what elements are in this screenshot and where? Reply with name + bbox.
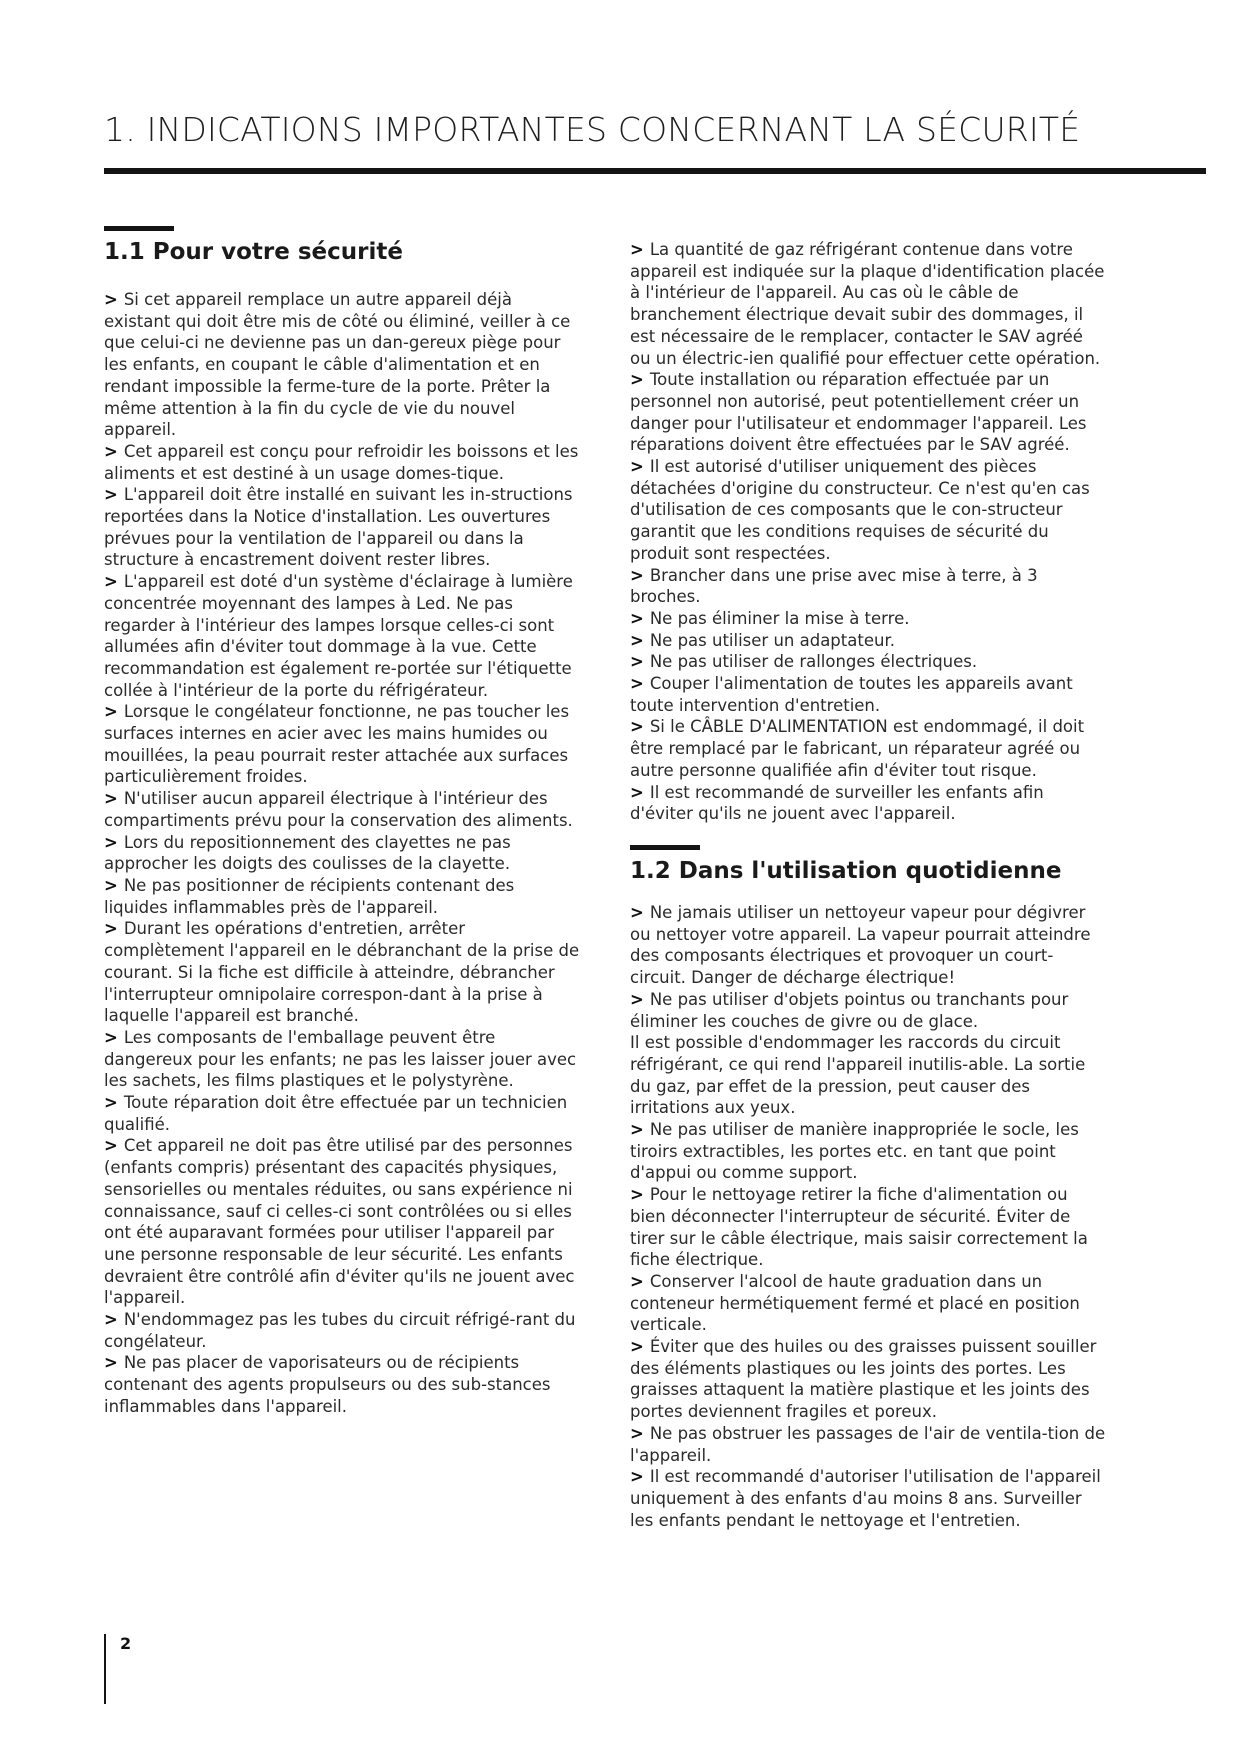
paragraph [630, 1336, 1106, 1423]
paragraph-text: Brancher dans une prise avec mise à terre, à 3 broches. [630, 565, 1038, 607]
paragraph-text: Lors du repositionnement des clayettes ne pas approcher les doigts des coulisses de la clayette. [104, 832, 511, 874]
bullet-arrow-icon: > [630, 782, 644, 802]
paragraph [630, 902, 1106, 989]
paragraph [630, 1423, 1106, 1466]
bullet-arrow-icon: > [630, 1467, 644, 1487]
paragraph-text: Ne pas positionner de récipients contenant des liquides inflammables près de l'appareil. [104, 875, 515, 917]
bullet-arrow-icon: > [630, 1423, 644, 1443]
paragraph [630, 1184, 1106, 1271]
bullet-arrow-icon: > [104, 441, 118, 461]
paragraph-text: Durant les opérations d'entretien, arrêter complètement l'appareil en le débranchant de la prise de courant. Si la fiche est difficile à atteindre, débrancher l'interrupteur omnipolaire correspon-dant à la prise à laquelle l'appareil est branché. [104, 919, 580, 1026]
bullet-arrow-icon: > [630, 674, 644, 694]
bullet-arrow-icon: > [630, 457, 644, 477]
paragraph-text: Ne pas placer de vaporisateurs ou de récipients contenant des agents propulseurs ou des sub-stances inflammables dans l'appareil. [104, 1353, 551, 1416]
paragraph-text: N'endommagez pas les tubes du circuit réfrigé-rant du congélateur. [104, 1310, 576, 1351]
paragraph [630, 239, 1106, 369]
bullet-arrow-icon: > [104, 789, 118, 809]
safety-paragraph-list [104, 289, 580, 1418]
paragraph [630, 565, 1106, 608]
paragraph [630, 369, 1106, 456]
page-title: 1. INDICATIONS IMPORTANTES CONCERNANT LA SÉCURITÉ [104, 110, 1081, 149]
bullet-arrow-icon: > [630, 902, 644, 922]
paragraph-text: L'appareil est doté d'un système d'éclairage à lumière concentrée moyennant des lampes à Led. Ne pas regarder à l'intérieur des lampes lorsque celles-ci sont allumées afin d'éviter tout dommage à la vue. Cette recommandation est également re-portée sur l'étiquette collée à l'intérieur de la porte du réfrigérateur. [104, 572, 573, 700]
paragraph [104, 1027, 580, 1092]
paragraph-text: Couper l'alimentation de toutes les appareils avant toute intervention d'entretien. [630, 674, 1073, 715]
paragraph [104, 571, 580, 701]
paragraph-text: Il est possible d'endommager les raccords du circuit réfrigérant, ce qui rend l'appareil inutilis-able. La sortie du gaz, par effet de la pression, peut causer des irritations aux yeux. [630, 1033, 1086, 1118]
paragraph [104, 918, 580, 1027]
paragraph-text: Conserver l'alcool de haute graduation dans un conteneur hermétiquement fermé et placé en position verticale. [630, 1271, 1080, 1335]
paragraph-text: Si cet appareil remplace un autre appareil déjà existant qui doit être mis de côté ou éliminé, veiller à ce que celui-ci ne devienne pas un dan-gereux piège pour les enfants, en coupant le câble d'alimentation et en rendant impossible la ferme-ture de la porte. Prêter la même attention à la fin du cycle de vie du nouvel appareil. [104, 290, 571, 440]
paragraph-text: Ne pas utiliser un adaptateur. [649, 630, 895, 650]
bullet-arrow-icon: > [104, 1027, 118, 1047]
paragraph-text: Pour le nettoyage retirer la fiche d'alimentation ou bien déconnecter l'interrupteur de sécurité. Éviter de tirer sur le câble électrique, mais saisir correctement la fiche électrique. [630, 1185, 1088, 1270]
paragraph [104, 1135, 580, 1309]
paragraph-text: Ne pas éliminer la mise à terre. [649, 608, 910, 628]
bullet-arrow-icon: > [630, 370, 644, 390]
paragraph-text: Les composants de l'emballage peuvent être dangereux pour les enfants; ne pas les laisser jouer avec les sachets, les films plastiques et le polystyrène. [104, 1027, 577, 1091]
paragraph [630, 673, 1106, 716]
bullet-arrow-icon: > [630, 1337, 644, 1357]
paragraph-text: Ne pas obstruer les passages de l'air de ventila-tion de l'appareil. [630, 1423, 1106, 1465]
bullet-arrow-icon: > [630, 240, 644, 259]
bullet-arrow-icon: > [630, 608, 644, 628]
paragraph-text: Toute réparation doit être effectuée par un technicien qualifié. [104, 1093, 568, 1134]
paragraph [630, 1032, 1106, 1119]
paragraph-text: Lorsque le congélateur fonctionne, ne pas toucher les surfaces internes en acier avec les mains humides ou mouillées, la peau pourrait rester attachée aux surfaces particulièrement froides. [104, 702, 570, 787]
safety-continued-list [630, 239, 1106, 825]
paragraph-text: Ne jamais utiliser un nettoyeur vapeur pour dégivrer ou nettoyer votre appareil. La vapeur pourrait atteindre des composants électriques et provoquer un court-circuit. Danger de décharge électrique! [630, 902, 1091, 988]
bullet-arrow-icon: > [630, 717, 644, 737]
bullet-arrow-icon: > [104, 1353, 118, 1373]
bullet-arrow-icon: > [630, 1271, 644, 1291]
bullet-arrow-icon: > [104, 875, 118, 895]
paragraph [630, 1119, 1106, 1184]
paragraph-text: Éviter que des huiles ou des graisses puissent souiller des éléments plastiques ou les joints des portes. Les graisses attaquent la matière plastique et les joints des portes deviennent fragiles et poreux. [630, 1337, 1097, 1422]
bullet-arrow-icon: > [104, 832, 118, 852]
paragraph-text: Cet appareil ne doit pas être utilisé par des personnes (enfants compris) présentant des capacités physiques, sensorielles ou mentales réduites, ou sans expérience ni connaissance, sauf ci celles-ci sont contrôlées ou si elles ont été auparavant formées pour utiliser l'appareil par une personne responsable de leur sécurité. Les enfants devraient être contrôlé afin d'éviter qu'ils ne jouent avec l'appareil. [104, 1136, 575, 1308]
paragraph-text: Ne pas utiliser d'objets pointus ou tranchants pour éliminer les couches de givre ou de glace. [630, 989, 1069, 1031]
bullet-arrow-icon: > [104, 1093, 118, 1113]
bullet-arrow-icon: > [630, 652, 644, 672]
bullet-arrow-icon: > [104, 485, 118, 505]
paragraph-text: Si le CÂBLE D'ALIMENTATION est endommagé, il doit être remplacé par le fabricant, un réparateur agréé ou autre personne qualifiée afin d'éviter tout risque. [630, 717, 1085, 780]
paragraph-text: Il est recommandé de surveiller les enfants afin d'éviter qu'ils ne jouent avec l'appareil. [630, 782, 1044, 824]
section-heading-daily-use: 1.2 Dans l'utilisation quotidienne [630, 857, 1062, 884]
paragraph [630, 608, 1106, 630]
daily-use-paragraph-list [630, 902, 1106, 1531]
bullet-arrow-icon: > [104, 1310, 118, 1330]
paragraph [104, 1352, 580, 1417]
paragraph [630, 651, 1106, 673]
paragraph [104, 875, 580, 918]
section-marker-bar [630, 845, 700, 850]
paragraph-text: N'utiliser aucun appareil électrique à l'intérieur des compartiments prévu pour la conservation des aliments. [104, 789, 573, 830]
paragraph-text: Il est autorisé d'utiliser uniquement des pièces détachées d'origine du constructeur. Ce n'est qu'en cas d'utilisation de ces composants que le con-structeur garantit que les conditions requises de sécurité du produit sont respectées. [630, 457, 1090, 563]
paragraph [104, 1309, 580, 1352]
paragraph [104, 289, 580, 441]
section-marker-bar [104, 226, 174, 231]
bullet-arrow-icon: > [630, 565, 644, 585]
bullet-arrow-icon: > [630, 1185, 644, 1205]
bullet-arrow-icon: > [104, 290, 118, 309]
paragraph [630, 1466, 1106, 1531]
bullet-arrow-icon: > [104, 702, 118, 722]
paragraph [104, 484, 580, 571]
paragraph-text: Il est recommandé d'autoriser l'utilisation de l'appareil uniquement à des enfants d'au moins 8 ans. Surveiller les enfants pendant le nettoyage et l'entretien. [630, 1467, 1101, 1530]
paragraph [630, 456, 1106, 565]
section-heading-safety: 1.1 Pour votre sécurité [104, 239, 403, 265]
bullet-arrow-icon: > [104, 1136, 118, 1156]
paragraph-text: Ne pas utiliser de rallonges électriques. [649, 652, 978, 672]
paragraph [104, 701, 580, 788]
paragraph [630, 989, 1106, 1032]
bullet-arrow-icon: > [104, 919, 118, 939]
paragraph [630, 1271, 1106, 1336]
paragraph-text: Ne pas utiliser de manière inappropriée le socle, les tiroirs extractibles, les portes etc. en tant que point d'appui ou comme support. [630, 1120, 1079, 1183]
paragraph [104, 441, 580, 484]
page-number: 2 [120, 1634, 132, 1653]
bullet-arrow-icon: > [630, 989, 644, 1009]
paragraph-text: La quantité de gaz réfrigérant contenue dans votre appareil est indiquée sur la plaque d'identification placée à l'intérieur de l'appareil. Au cas où le câble de branchement électrique devait subir des dommages, il est nécessaire de le remplacer, contacter le SAV agréé ou un électric-ien qualifié pour effectuer cette opération. [630, 240, 1105, 368]
paragraph [630, 782, 1106, 825]
paragraph [104, 1092, 580, 1135]
right-column [630, 239, 1106, 1531]
paragraph [104, 788, 580, 831]
paragraph [630, 630, 1106, 652]
left-column [104, 226, 580, 1418]
bullet-arrow-icon: > [104, 572, 118, 592]
footer-rule [104, 1634, 106, 1704]
title-divider [104, 168, 1206, 174]
bullet-arrow-icon: > [630, 630, 644, 650]
paragraph-text: Toute installation ou réparation effectuée par un personnel non autorisé, peut potentiellement créer un danger pour l'utilisateur et endommager l'appareil. Les réparations doivent être effectuées par le SAV agréé. [630, 370, 1087, 455]
bullet-arrow-icon: > [630, 1120, 644, 1140]
paragraph-text: Cet appareil est conçu pour refroidir les boissons et les aliments et est destiné à un usage domes-tique. [104, 441, 579, 483]
paragraph [104, 832, 580, 875]
paragraph [630, 716, 1106, 781]
paragraph-text: L'appareil doit être installé en suivant les in-structions reportées dans la Notice d'installation. Les ouvertures prévues pour la ventilation de l'appareil ou dans la structure à encastrement doivent rester libres. [104, 485, 573, 570]
